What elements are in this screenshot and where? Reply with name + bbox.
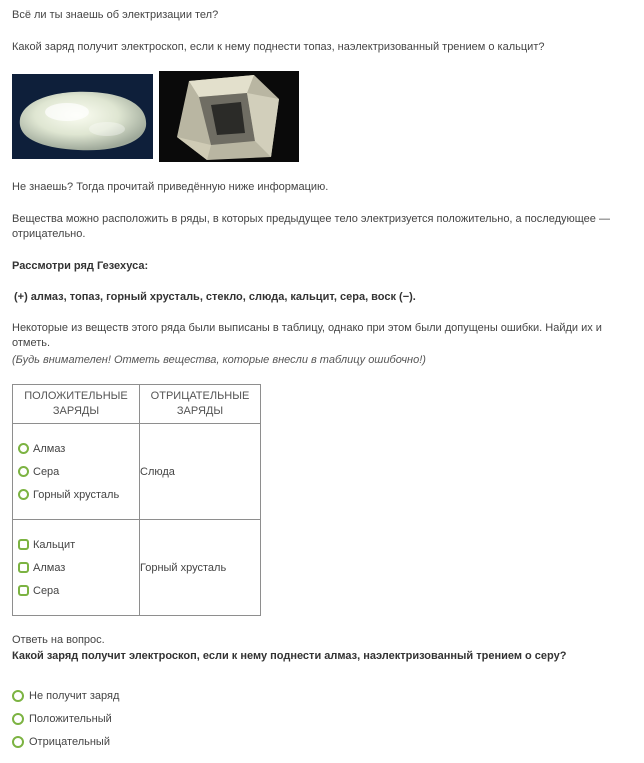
row2-option-sera[interactable]: Сера — [13, 579, 139, 602]
row2-negative-value: Горный хрусталь — [140, 520, 261, 616]
answer-option-negative[interactable]: Отрицательный — [12, 736, 110, 748]
series-line: (+) алмаз, топаз, горный хрусталь, стекло, слюда, кальцит, сера, воск (−). — [14, 291, 416, 303]
question2-text: Какой заряд получит электроскоп, если к нему поднести алмаз, наэлектризованный трением о серу? — [12, 650, 567, 662]
topaz-image — [12, 74, 153, 159]
header-positive: ПОЛОЖИТЕЛЬНЫЕ ЗАРЯДЫ — [13, 385, 140, 424]
answer-prompt: Ответь на вопрос. — [12, 634, 105, 646]
dont-know-text: Не знаешь? Тогда прочитай приведённую ниже информацию. — [12, 181, 329, 193]
answer-option-positive[interactable]: Положительный — [12, 713, 112, 725]
header-negative: ОТРИЦАТЕЛЬНЫЕ ЗАРЯДЫ — [140, 385, 261, 424]
row2-option-almaz[interactable]: Алмаз — [13, 556, 139, 579]
row1-positive-cell — [13, 424, 140, 520]
answer-option-no-charge[interactable]: Не получит заряд — [12, 690, 119, 702]
radio-icon[interactable] — [12, 736, 24, 748]
row1-negative-value: Слюда — [140, 424, 261, 520]
checkbox-icon[interactable] — [18, 539, 29, 550]
checkbox-icon[interactable] — [18, 585, 29, 596]
charges-table — [12, 384, 261, 616]
question-text: Какой заряд получит электроскоп, если к нему поднести топаз, наэлектризованный трением о кальцит? — [12, 41, 545, 53]
row2-positive-cell — [13, 520, 140, 616]
task-text: Некоторые из веществ этого ряда были выписаны в таблицу, однако при этом были допущены ошибки. Найди их и отметь. — [12, 322, 602, 349]
row2-option-kaltsit[interactable]: Кальцит — [13, 533, 139, 556]
radio-icon[interactable] — [12, 713, 24, 725]
radio-icon[interactable] — [12, 690, 24, 702]
series-heading: Рассмотри ряд Гезехуса: — [12, 260, 149, 272]
row1-option-gorny-khrustal[interactable]: Горный хрусталь — [13, 483, 139, 506]
radio-icon[interactable] — [18, 443, 29, 454]
calcite-image — [159, 71, 299, 162]
series-explanation: Вещества можно расположить в ряды, в которых предыдущее тело электризуется положительно, а последующее — отрицательно. — [12, 213, 610, 240]
task-note: (Будь внимателен! Отметь вещества, которые внесли в таблицу ошибочно!) — [12, 354, 426, 366]
radio-icon[interactable] — [18, 489, 29, 500]
checkbox-icon[interactable] — [18, 562, 29, 573]
question-title: Всё ли ты знаешь об электризации тел? — [12, 9, 219, 21]
radio-icon[interactable] — [18, 466, 29, 477]
row1-option-sera[interactable]: Сера — [13, 460, 139, 483]
row1-option-almaz[interactable]: Алмаз — [13, 437, 139, 460]
